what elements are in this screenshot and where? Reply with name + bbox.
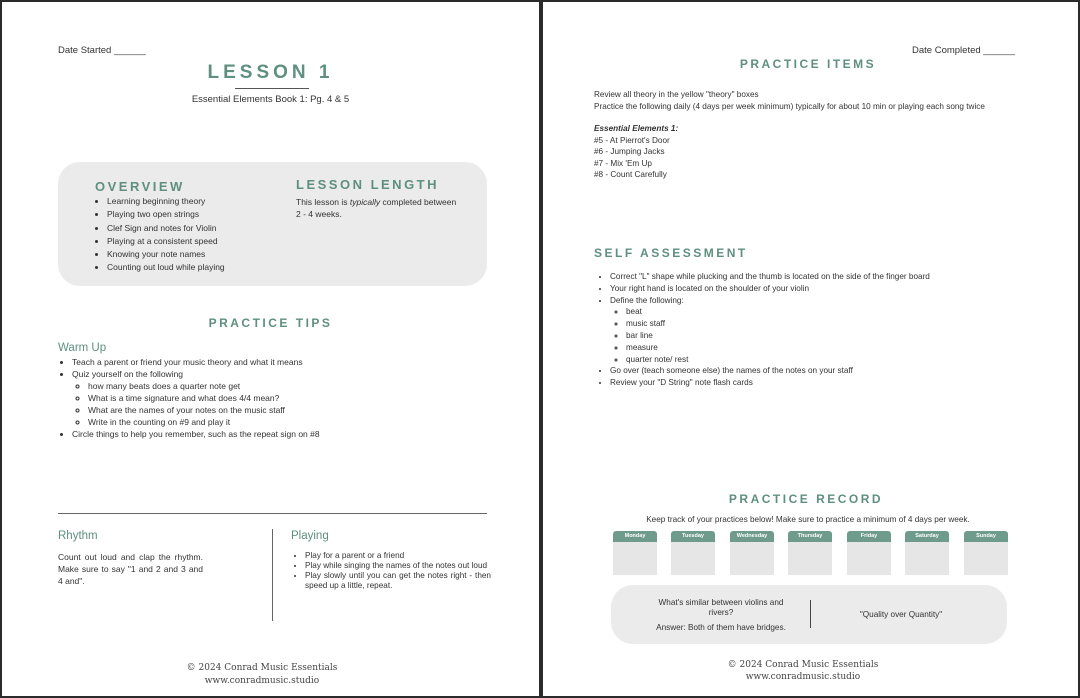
list-item: • Teach a parent or friend your music theory and what it means <box>72 356 488 368</box>
self-assessment-title: SELF ASSESSMENT <box>594 246 748 260</box>
list-item: ◦ What is a time signature and what does 4/4 mean? <box>88 392 488 404</box>
day-box-friday[interactable] <box>847 531 891 575</box>
footer-url: www.conradmusic.studio <box>745 672 861 682</box>
date-completed-label: Date Completed ______ <box>912 45 1015 56</box>
list-item: ◦ beat <box>626 306 1036 318</box>
lesson-length-text: This lesson is typically completed between 2 - 4 weeks. <box>296 197 457 219</box>
list-item: • Knowing your note names <box>107 248 287 260</box>
right-page <box>543 2 1078 696</box>
practice-items-text: Review all theory in the yellow "theory" boxes Practice the following daily (4 days per week minimum) typically for about 10 min or playing each song twice Essential Elements 1: #5 - At Pierrot's Door #6 - Jumping Jacks #7 - Mix 'Em Up #8 - Count Carefully <box>594 89 1044 181</box>
day-checkbox[interactable] <box>788 542 832 575</box>
list-item: • Play slowly until you can get the notes right - then speed up a little, repeat. <box>305 571 491 591</box>
day-box-saturday[interactable] <box>905 531 949 575</box>
rhythm-title: Rhythm <box>58 530 98 542</box>
list-item: • Counting out loud while playing <box>107 261 287 273</box>
playing-title: Playing <box>291 530 329 542</box>
day-box-wednesday[interactable] <box>730 531 774 575</box>
day-checkbox[interactable] <box>964 542 1008 575</box>
list-item: ◦ Write in the counting on #9 and play it <box>88 416 488 428</box>
overview-panel <box>58 162 487 286</box>
list-item: • Playing at a consistent speed <box>107 235 287 247</box>
list-item: ◦ bar line <box>626 330 1036 342</box>
day-label: Tuesday <box>671 531 715 542</box>
overview-list <box>93 195 287 273</box>
list-item: ◦ quarter note/ rest <box>626 354 1036 366</box>
lesson-length-title: LESSON LENGTH <box>296 177 440 192</box>
list-item: • Correct "L" shape while plucking and the thumb is located on the side of the finger board <box>610 271 1036 283</box>
day-checkbox[interactable] <box>905 542 949 575</box>
list-item: • Playing two open strings <box>107 208 287 220</box>
list-item: ◦ how many beats does a quarter note get <box>88 380 488 392</box>
riddle-divider <box>810 600 811 628</box>
riddle-answer: Answer: Both of them have bridges. <box>656 623 786 632</box>
day-box-thursday[interactable] <box>788 531 832 575</box>
list-item: ◦ measure <box>626 342 1036 354</box>
warm-up-list <box>58 356 488 440</box>
footer-copyright: © 2024 Conrad Music Essentials <box>186 663 338 673</box>
list-item: • Play for a parent or a friend <box>305 551 491 561</box>
day-label: Thursday <box>788 531 832 542</box>
day-box-sunday[interactable] <box>964 531 1008 575</box>
riddle-panel <box>611 585 1007 644</box>
playing-list <box>291 551 491 591</box>
self-assessment-list <box>596 271 1036 389</box>
left-page <box>2 2 539 696</box>
riddle-quote: "Quality over Quantity" <box>859 610 943 619</box>
day-label: Friday <box>847 531 891 542</box>
day-checkbox[interactable] <box>847 542 891 575</box>
day-checkbox[interactable] <box>730 542 774 575</box>
song-item: #8 - Count Carefully <box>594 170 667 179</box>
song-item: #5 - At Pierrot's Door <box>594 135 670 145</box>
riddle-question: What's similar between violins and rivers? <box>658 598 784 617</box>
practice-record-subtitle: Keep track of your practices below! Make sure to practice a minimum of 4 days per week. <box>646 515 970 524</box>
practice-items-title: PRACTICE ITEMS <box>739 57 877 71</box>
day-label: Sunday <box>964 531 1008 542</box>
warm-up-title: Warm Up <box>58 342 107 354</box>
overview-title: OVERVIEW <box>95 179 185 194</box>
day-box-monday[interactable] <box>613 531 657 575</box>
practice-record-title: PRACTICE RECORD <box>728 492 884 506</box>
list-item: • Learning beginning theory <box>107 195 287 207</box>
lesson-subtitle: Essential Elements Book 1: Pg. 4 & 5 <box>191 94 350 105</box>
day-label: Saturday <box>905 531 949 542</box>
day-label: Monday <box>613 531 657 542</box>
book-title: Essential Elements 1: <box>594 124 679 133</box>
day-box-tuesday[interactable] <box>671 531 715 575</box>
date-started-label: Date Started ______ <box>58 45 146 56</box>
lesson-title: LESSON 1 <box>207 62 334 83</box>
column-divider <box>272 529 273 621</box>
song-item: #6 - Jumping Jacks <box>594 147 665 156</box>
rhythm-text: Count out loud and clap the rhythm. Make sure to say "1 and 2 and 3 and 4 and". <box>58 552 203 586</box>
title-underline <box>235 88 309 89</box>
day-label: Wednesday <box>730 531 774 542</box>
list-item: ◦ music staff <box>626 318 1036 330</box>
footer-url: www.conradmusic.studio <box>204 676 320 686</box>
practice-tips-title: PRACTICE TIPS <box>208 316 333 330</box>
day-checkbox[interactable] <box>671 542 715 575</box>
list-item: • Circle things to help you remember, such as the repeat sign on #8 <box>72 428 488 440</box>
list-item: • Quiz yourself on the following ◦ how many beats does a quarter note get ◦ What is a time signature and what does 4/4 mean? ◦ What are the names of your notes on the music staff ◦ Write in the counting on #9 and play it <box>72 368 488 428</box>
song-item: #7 - Mix 'Em Up <box>594 158 652 168</box>
list-item: • Review your "D String" note flash cards <box>610 377 1036 389</box>
list-item: • Go over (teach someone else) the names of the notes on your staff <box>610 365 1036 377</box>
day-checkbox[interactable] <box>613 542 657 575</box>
list-item: ◦ What are the names of your notes on the music staff <box>88 404 488 416</box>
list-item: • Play while singing the names of the notes out loud <box>305 561 491 571</box>
list-item: • Clef Sign and notes for Violin <box>107 222 287 234</box>
list-item: • Your right hand is located on the shoulder of your violin <box>610 283 1036 295</box>
list-item: • Define the following: ◦ beat ◦ music staff ◦ bar line ◦ measure ◦ quarter note/ rest <box>610 295 1036 366</box>
section-divider <box>58 513 487 514</box>
footer-copyright: © 2024 Conrad Music Essentials <box>727 660 879 670</box>
